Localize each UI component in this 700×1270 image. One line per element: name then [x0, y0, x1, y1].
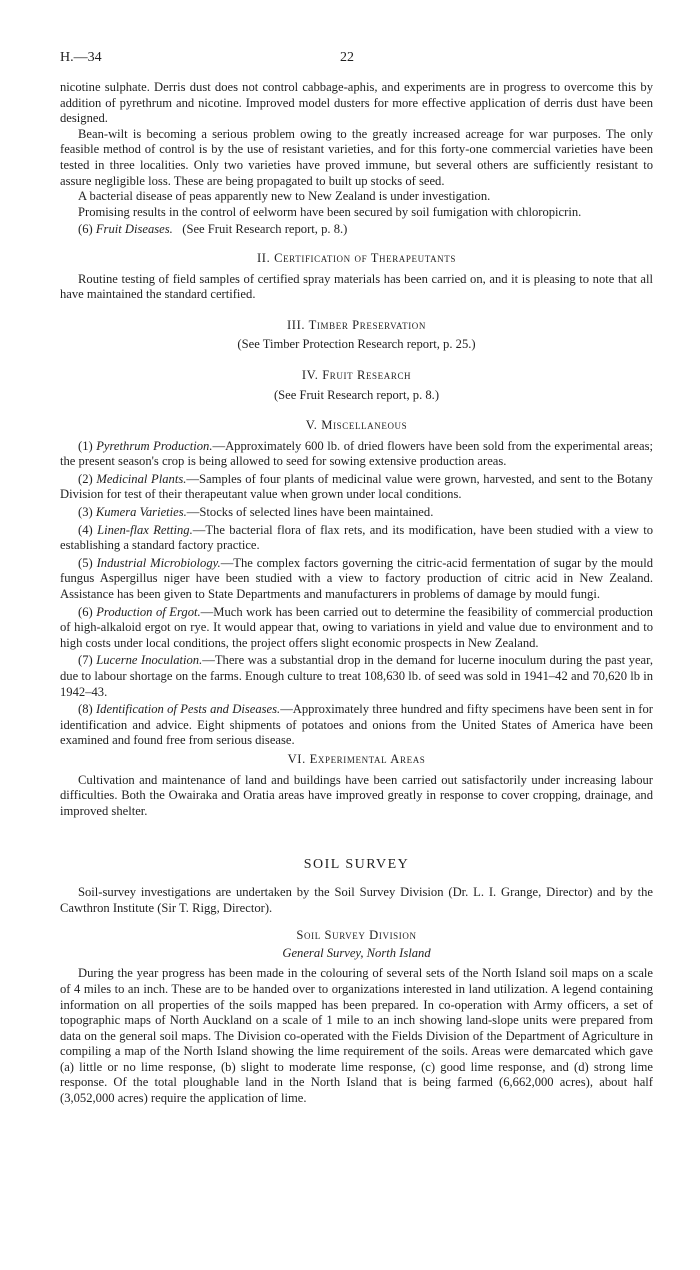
item-text: —Samples of four plants of medicinal value were grown, harvested, and sent to the Botany Division for test of their therapeutant value when grown under local conditions. [60, 471, 653, 502]
document-body [60, 80, 653, 1107]
page-number: 22 [340, 50, 354, 65]
misc-item [60, 653, 653, 700]
misc-item [60, 439, 653, 470]
certification-heading: II. Certification of Therapeutants [257, 250, 456, 265]
item-text: —There was a substantial drop in the demand for lucerne inoculum during the past year, due to labour shortage on the farms. Enough culture to treat 108,630 lb. of seed was sold in 1941–42 and 70,620 lb in 1942–43. [60, 653, 653, 699]
miscellaneous-heading: V. Miscellaneous [305, 418, 408, 433]
pests-paragraph-3: A bacterial disease of peas apparently new to New Zealand is under investigation. [78, 189, 491, 204]
item-title: Industrial Microbiology. [96, 555, 221, 570]
item-number: (7) [78, 653, 93, 668]
item-title: Kumera Varieties. [95, 505, 187, 520]
certification-text: Routine testing of field samples of certified spray materials has been carried on, and it is pleasing to note that all have maintained the standard certified. [60, 271, 653, 302]
item-text: —Much work has been carried out to determine the feasibility of commercial production of high-alkaloid ergot on rye. It would appear that, owing to variations in yield and value due to environment and to high costs under local conditions, the project offers slight economic prospects in New Zealand. [60, 604, 653, 650]
item-text: —Approximately three hundred and fifty specimens have been sent in for identification and advice. Eight shipments of potatoes and onions from the United States of America have been examined and found free from serious disease. [60, 702, 653, 748]
page-header-code: H.—34 [60, 50, 102, 65]
item-title: Linen-flax Retting. [97, 522, 193, 537]
timber-heading: III. Timber Preservation [286, 317, 427, 332]
misc-item [60, 556, 653, 603]
pests-paragraph-4: Promising results in the control of eelworm have been secured by soil fumigation with chloropicrin. [78, 204, 582, 219]
fruit-research-text: (See Fruit Research report, p. 8.) [273, 387, 440, 402]
misc-item [60, 605, 653, 652]
item-title: Fruit Diseases. [95, 222, 173, 237]
item-number: (6) [78, 604, 93, 619]
misc-item [60, 472, 653, 503]
pests-paragraph-1: nicotine sulphate. Derris dust does not control cabbage-aphis, and experiments are in progress to overcome this by addition of pyrethrum and nicotine. Improved model dusters for more effective application of derris dust have been designed. [60, 80, 653, 126]
miscellaneous-list [60, 439, 653, 749]
experimental-areas-heading: VI. Experimental Areas [287, 751, 426, 766]
item-title: Lucerne Inoculation. [96, 653, 203, 668]
item-number: (6) [78, 222, 93, 237]
misc-item [60, 702, 653, 749]
item-number: (2) [78, 471, 93, 486]
item-text: (See Fruit Research report, p. 8.) [182, 222, 348, 237]
soil-survey-heading: SOIL SURVEY [303, 857, 410, 873]
item-number: (4) [78, 522, 93, 537]
item-title: Identification of Pests and Diseases. [95, 702, 281, 717]
item-title: Pyrethrum Production. [96, 438, 213, 453]
item-text: —Stocks of selected lines have been maintained. [186, 505, 434, 520]
item-text: —The complex factors governing the citric-acid fermentation of sugar by the mould fungus Aspergillus niger have been studied with a view to factory production of citric acid in New Zealand. Assistance has been given to State Departments and manufacturers in problems of damage by mould fungi. [60, 555, 653, 602]
soil-division-heading: Soil Survey Division [296, 928, 417, 943]
pests-paragraph-2: Bean-wilt is becoming a serious problem owing to the greatly increased acreage for war purposes. The only feasible method of control is by the use of resistant varieties, and for this forty-one commercial varieties have been tested in three localities. Only two varieties have proved immune, but several others are sufficiently resistant to assure negligible loss. These are being propagated to built up stocks of seed. [60, 126, 653, 188]
item-title: Production of Ergot. [96, 604, 201, 619]
item-title: Medicinal Plants. [96, 471, 187, 486]
timber-text: (See Timber Protection Research report, p. 25.) [237, 337, 476, 352]
item-number: (5) [78, 555, 93, 570]
item-number: (1) [78, 438, 93, 453]
misc-item [60, 523, 653, 554]
soil-survey-intro: Soil-survey investigations are undertaken by the Soil Survey Division (Dr. L. I. Grange, Director) and by the Cawthron Institute (Sir T. Rigg, Director). [60, 884, 653, 915]
misc-item [60, 505, 653, 521]
experimental-areas-text: Cultivation and maintenance of land and buildings have been carried out satisfactorily under increasing labour difficulties. Both the Owairaka and Oratia areas have improved greatly in response to cover cropping, drainage, and improved shelter. [60, 772, 653, 818]
item-text: —Approximately 600 lb. of dried flowers have been sold from the experimental areas; the present season's crop is being allowed to seed for sowing extensive production areas. [60, 438, 653, 469]
item-number: (8) [78, 702, 93, 717]
fruit-diseases-paragraph [60, 222, 653, 238]
fruit-research-heading: IV. Fruit Research [301, 367, 412, 382]
soil-survey-text: During the year progress has been made in the colouring of several sets of the North Island soil maps on a scale of 4 miles to an inch. These are to be handed over to organizations interested in land utilization. A legend containing information on all properties of the soils mapped has been prepared. In co-operation with Army officers, a set of topographic maps of North Auckland on a scale of 1 mile to an inch showing land-slope units were prepared from data on the general soil maps. The Division co-operated with the Fields Division of the Department of Agriculture in compiling a map of the North Island showing the lime requirement of the soils. Areas were demarcated which gave (a) little or no lime response, (b) slight to moderate lime response, (c) good lime response, and (d) strong lime response. Of the total ploughable land in the North Island that is being farmed (6,662,000 acres), about half (3,052,000 acres) require the application of lime. [60, 966, 653, 1106]
item-text: —The bacterial flora of flax rets, and its modification, have been studied with a view to establishing a standard factory practice. [60, 522, 653, 553]
item-number: (3) [78, 505, 93, 520]
soil-subheading: General Survey, North Island [282, 945, 431, 960]
